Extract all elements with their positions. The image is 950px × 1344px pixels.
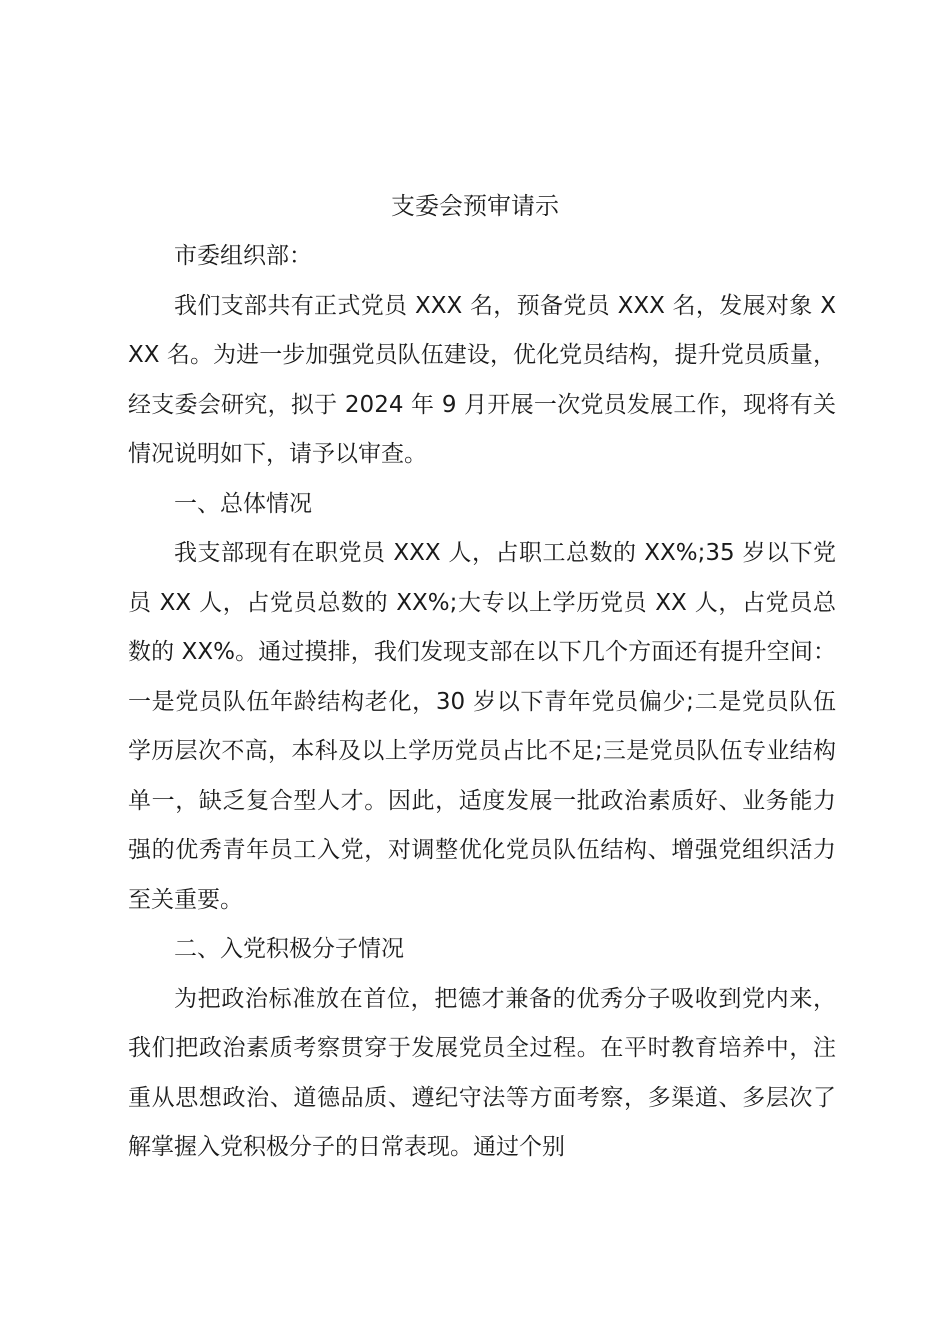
document-title: 支委会预审请示 (391, 192, 559, 220)
salutation: 市委组织部： (174, 243, 312, 269)
section-heading-overall: 一、总体情况 (174, 490, 312, 517)
paragraph-overall: 我支部现有在职党员 XXX 人，占职工总数的 XX%;35 岁以下党员 XX 人，占党员总数的 XX%;大专以上学历党员 XX 人，占党员总数的 XX%。通过摸排，我们发现支部在以下几个方面还有提升空间：一是党员队伍年龄结构老化，30 岁以下青年党员偏少;二是党员队伍学历层次不高，本科及以上学历党员占比不足;三是党员队伍专业结构单一，缺乏复合型人才。因此，适度发展一批政治素质好、业务能力强的优秀青年员工入党，对调整优化党员队伍结构、增强党组织活力至关重要。 (128, 540, 836, 913)
paragraph-intro: 我们支部共有正式党员 XXX 名，预备党员 XXX 名，发展对象 XXX 名。为进一步加强党员队伍建设，优化党员结构，提升党员质量，经支委会研究，拟于 2024 年 9 月开展一次党员发展工作，现将有关情况说明如下，请予以审查。 (128, 292, 836, 467)
section-heading-activists: 二、入党积极分子情况 (174, 936, 404, 962)
paragraph-activists: 为把政治标准放在首位，把德才兼备的优秀分子吸收到党内来，我们把政治素质考察贯穿于发展党员全过程。在平时教育培养中，注重从思想政治、道德品质、遵纪守法等方面考察，多渠道、多层次了解掌握入党积极分子的日常表现。通过个别 (128, 985, 836, 1160)
document-body (128, 232, 836, 1173)
